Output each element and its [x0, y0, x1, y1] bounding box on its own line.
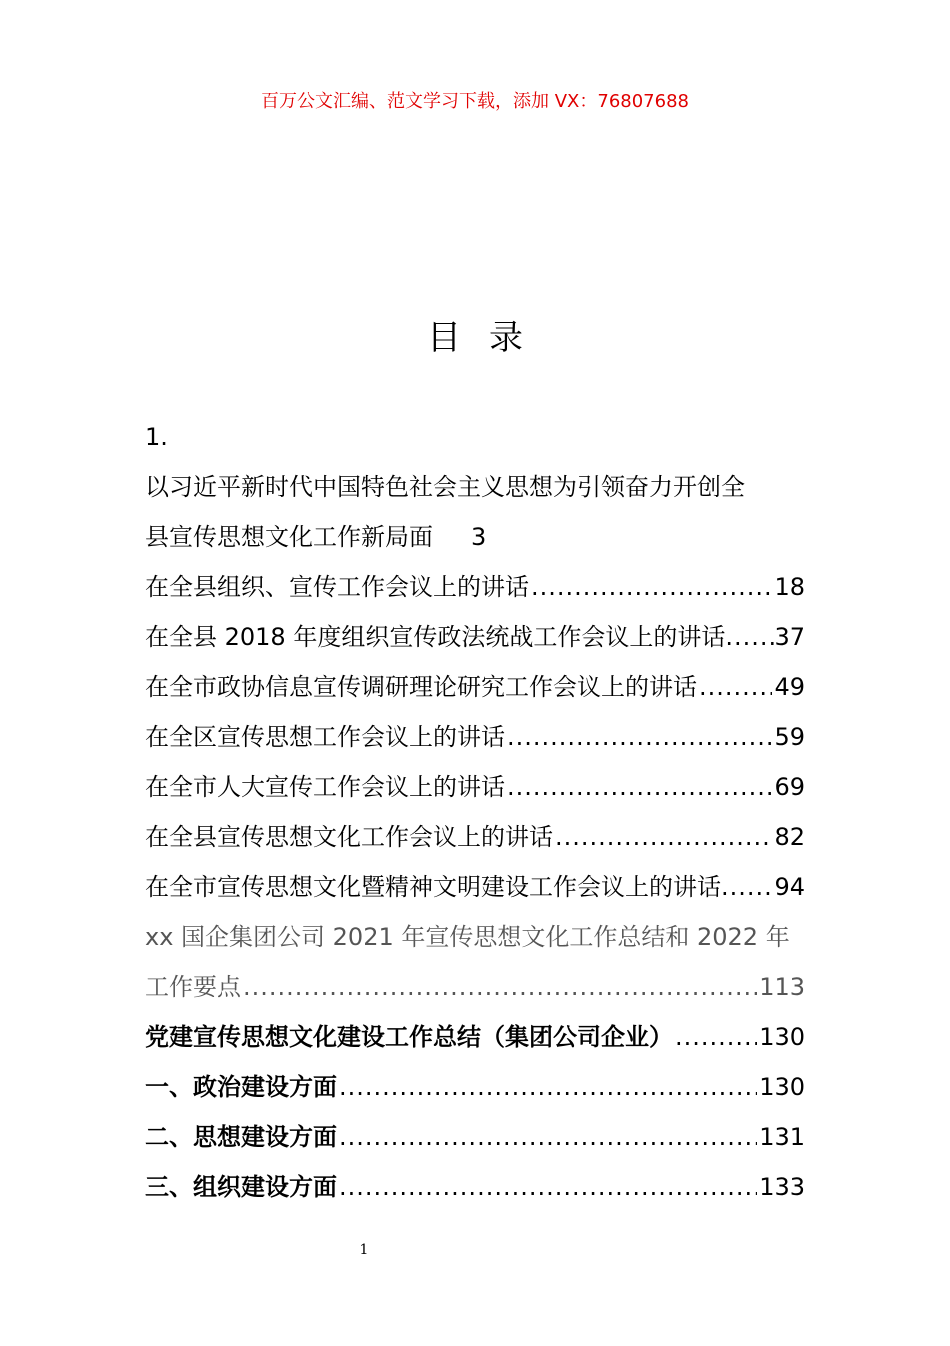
toc-item-page: 18: [774, 573, 805, 601]
toc-item-page: 94: [774, 873, 805, 901]
download-notice: 百万公文汇编、范文学习下载，添加 VX：76807688: [261, 91, 689, 112]
dot-leader: [339, 1062, 757, 1112]
toc-item-text: 在全市人大宣传工作会议上的讲话: [145, 773, 505, 801]
toc-item-text: 在全县 2018 年度组织宣传政法统战工作会议上的讲话: [145, 623, 726, 651]
dot-leader: [339, 1112, 757, 1162]
dot-leader: [339, 1162, 757, 1212]
toc-item-text: 在全市政协信息宣传调研理论研究工作会议上的讲话: [145, 673, 697, 701]
table-of-contents: [145, 412, 805, 1212]
dot-leader: [555, 812, 772, 862]
dot-leader: [725, 612, 774, 662]
toc-item-page: 59: [774, 723, 805, 751]
toc-item-text: 在全县宣传思想文化工作会议上的讲话: [145, 823, 553, 851]
toc-item-page: 69: [774, 773, 805, 801]
dot-leader: [243, 962, 757, 1012]
toc-item-text: 二、思想建设方面: [145, 1123, 337, 1151]
toc-item-title-line2[interactable]: [145, 512, 805, 562]
dot-leader: [531, 562, 772, 612]
toc-item-page: 131: [759, 1123, 805, 1151]
toc-item[interactable]: [145, 862, 805, 912]
toc-item-bold[interactable]: [145, 1162, 805, 1212]
toc-item-text: 工作要点: [145, 973, 241, 1001]
toc-item-text: 一、政治建设方面: [145, 1073, 337, 1101]
toc-item-bold[interactable]: [145, 1012, 805, 1062]
toc-item-text: 在全区宣传思想工作会议上的讲话: [145, 723, 505, 751]
toc-item-text: 在全市宣传思想文化暨精神文明建设工作会议上的讲话: [145, 873, 721, 901]
toc-item-page: 49: [774, 673, 805, 701]
toc-item-text: 在全县组织、宣传工作会议上的讲话: [145, 573, 529, 601]
toc-item-page: 82: [774, 823, 805, 851]
toc-item[interactable]: [145, 762, 805, 812]
toc-item-page: 130: [759, 1073, 805, 1101]
toc-item-number: 1.: [145, 423, 168, 451]
toc-item[interactable]: [145, 712, 805, 762]
toc-item[interactable]: [145, 612, 805, 662]
dot-leader: [507, 712, 772, 762]
toc-item-bold[interactable]: [145, 1112, 805, 1162]
toc-item[interactable]: [145, 662, 805, 712]
dot-leader: [507, 762, 772, 812]
toc-item-page: 113: [759, 973, 805, 1001]
toc-item-text: 三、组织建设方面: [145, 1173, 337, 1201]
toc-item[interactable]: [145, 562, 805, 612]
toc-item-page: 130: [759, 1023, 805, 1051]
toc-item-bold[interactable]: [145, 1062, 805, 1112]
toc-item-title-line1[interactable]: xx 国企集团公司 2021 年宣传思想文化工作总结和 2022 年: [145, 923, 790, 951]
page-title: 目录: [427, 318, 551, 358]
dot-leader: [675, 1012, 757, 1062]
toc-item-text: 县宣传思想文化工作新局面: [145, 523, 433, 551]
toc-item-page: 37: [774, 623, 805, 651]
toc-item-text: 党建宣传思想文化建设工作总结（集团公司企业）: [145, 1023, 673, 1051]
toc-item[interactable]: [145, 962, 805, 1012]
dot-leader: [699, 662, 772, 712]
toc-item[interactable]: [145, 812, 805, 862]
toc-item-page: 133: [759, 1173, 805, 1201]
page-number: 1: [359, 1242, 369, 1258]
dot-leader: [721, 862, 774, 912]
toc-item-page: 3: [471, 523, 487, 551]
toc-item-title-line1[interactable]: 以习近平新时代中国特色社会主义思想为引领奋力开创全: [145, 473, 745, 501]
